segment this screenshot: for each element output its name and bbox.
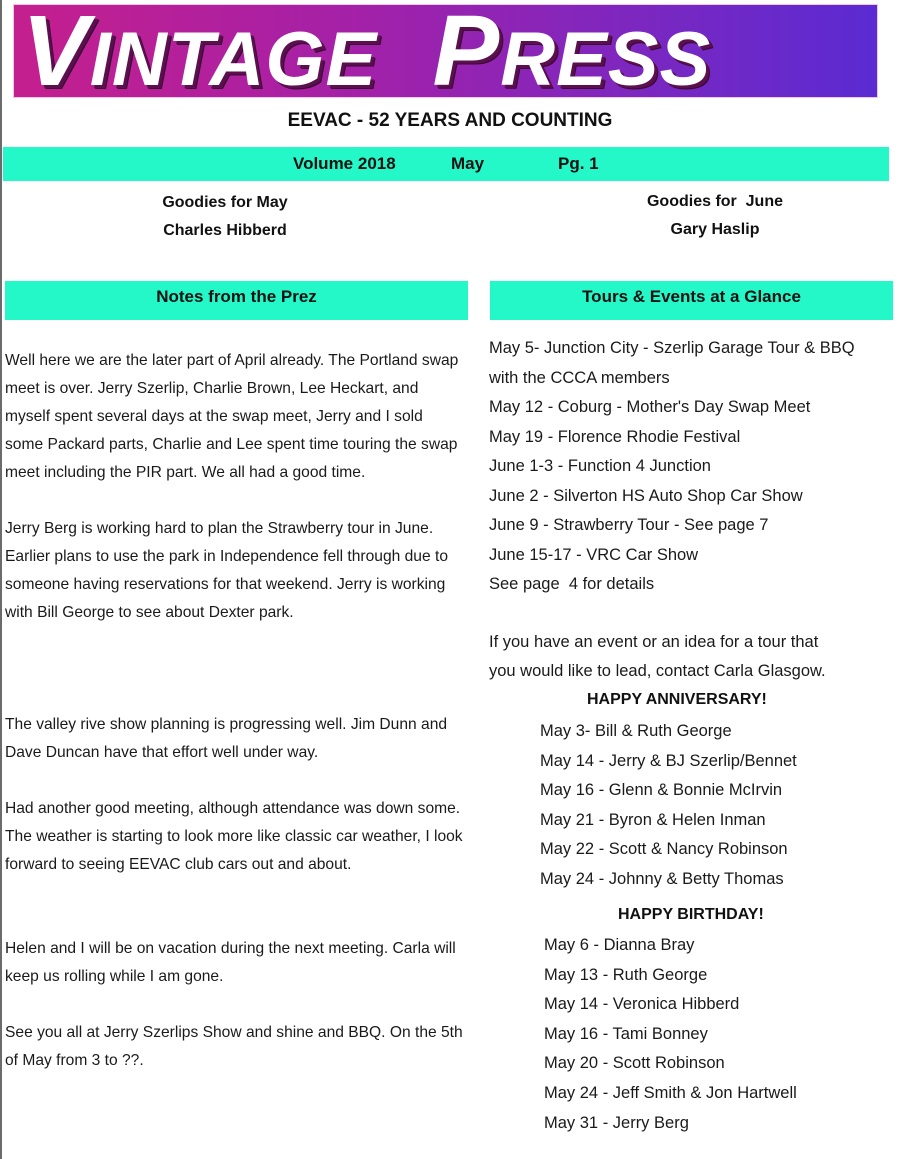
birthday-item: May 13 - Ruth George bbox=[544, 965, 708, 984]
anniversary-item: May 16 - Glenn & Bonnie McIrvin bbox=[540, 781, 783, 800]
goodies-may-label: Goodies for May bbox=[162, 194, 288, 211]
birthday-list bbox=[544, 931, 797, 1138]
anniversary-heading: HAPPY ANNIVERSARY! bbox=[587, 691, 767, 708]
contact-line: you would like to lead, contact Carla Glasgow. bbox=[489, 662, 826, 680]
notes-text: Had another good meeting, although attendance was down some. The weather is starting to look more like classic car weather, I look forward to seeing EEVAC club cars out and about. bbox=[5, 800, 463, 873]
anniversary-item: May 21 - Byron & Helen Inman bbox=[540, 810, 766, 829]
notes-text: Helen and I will be on vacation during the next meeting. Carla will keep us rolling while I am gone. bbox=[5, 940, 456, 985]
birthday-item: May 16 - Tami Bonney bbox=[544, 1024, 708, 1043]
volume-label: Volume 2018 bbox=[293, 154, 396, 173]
event-item: May 5- Junction City - Szerlip Garage Tour & BBQ bbox=[489, 339, 855, 357]
notes-paragraph-4 bbox=[5, 795, 465, 879]
title-word-intage: INTAGE bbox=[89, 17, 378, 97]
anniversary-item: May 24 - Johnny & Betty Thomas bbox=[540, 869, 784, 888]
events-contact-note bbox=[489, 628, 899, 686]
title-word-ress: RESS bbox=[500, 17, 712, 97]
birthday-item: May 20 - Scott Robinson bbox=[544, 1054, 725, 1073]
anniversary-list bbox=[540, 717, 797, 895]
goodies-june-label: Goodies for June bbox=[646, 193, 783, 210]
event-item: June 9 - Strawberry Tour - See page 7 bbox=[489, 516, 769, 534]
event-item: June 15-17 - VRC Car Show bbox=[489, 545, 699, 564]
notes-paragraph-1 bbox=[5, 347, 465, 487]
events-heading: Tours & Events at a Glance bbox=[490, 281, 893, 320]
goodies-may bbox=[120, 189, 330, 245]
event-item: May 12 - Coburg - Mother's Day Swap Meet bbox=[489, 398, 811, 416]
contact-line: If you have an event or an idea for a tour that bbox=[489, 633, 819, 651]
notes-text: Well here we are the later part of April already. The Portland swap meet is over. Jerry Szerlip, Charlie Brown, Lee Heckart, and myself spent several days at the swap meet, Jerry and I sold some Packard parts, Charlie and Lee spent time touring the swap meet including the PIR part. We all had a good time. bbox=[5, 352, 459, 481]
notes-text: The valley rive show planning is progressing well. Jim Dunn and Dave Duncan have that effort well under way. bbox=[5, 716, 448, 761]
volume-bar bbox=[3, 147, 889, 181]
events-list bbox=[489, 334, 899, 600]
masthead-title bbox=[22, 5, 872, 97]
issue-month: May bbox=[451, 154, 485, 173]
event-item: May 19 - Florence Rhodie Festival bbox=[489, 427, 741, 446]
birthday-item: May 6 - Dianna Bray bbox=[544, 936, 695, 954]
birthday-heading: HAPPY BIRTHDAY! bbox=[618, 906, 764, 923]
title-initial-v: V bbox=[22, 5, 90, 97]
notes-paragraph-6 bbox=[5, 1019, 465, 1075]
event-item: June 2 - Silverton HS Auto Shop Car Show bbox=[489, 486, 803, 505]
notes-heading: Notes from the Prez bbox=[5, 281, 468, 320]
goodies-june bbox=[610, 188, 820, 244]
masthead-banner bbox=[14, 5, 877, 97]
notes-paragraph-3 bbox=[5, 711, 465, 767]
event-item: See page 4 for details bbox=[489, 575, 655, 593]
notes-paragraph-5 bbox=[5, 935, 465, 991]
anniversary-item: May 22 - Scott & Nancy Robinson bbox=[540, 840, 788, 859]
event-item: with the CCCA members bbox=[489, 368, 670, 387]
title-initial-p: P bbox=[432, 5, 501, 97]
masthead-subtitle: EEVAC - 52 YEARS AND COUNTING bbox=[287, 110, 613, 131]
page-number: Pg. 1 bbox=[558, 154, 599, 173]
notes-text: Jerry Berg is working hard to plan the Strawberry tour in June. Earlier plans to use the park in Independence fell through due to someone having reservations for that weekend. Jerry is working with Bill George to see about Dexter park. bbox=[5, 520, 448, 621]
birthday-item: May 24 - Jeff Smith & Jon Hartwell bbox=[544, 1083, 797, 1102]
birthday-item: May 31 - Jerry Berg bbox=[544, 1113, 689, 1132]
anniversary-item: May 14 - Jerry & BJ Szerlip/Bennet bbox=[540, 751, 797, 770]
anniversary-item: May 3- Bill & Ruth George bbox=[540, 722, 732, 740]
goodies-june-name: Gary Haslip bbox=[670, 221, 760, 238]
page-left-border bbox=[0, 0, 2, 1159]
event-item: June 1-3 - Function 4 Junction bbox=[489, 457, 711, 475]
goodies-may-name: Charles Hibberd bbox=[163, 222, 287, 239]
birthday-item: May 14 - Veronica Hibberd bbox=[544, 995, 740, 1014]
notes-paragraph-2 bbox=[5, 515, 465, 627]
notes-text: See you all at Jerry Szerlips Show and shine and BBQ. On the 5th of May from 3 to ??. bbox=[5, 1024, 463, 1069]
